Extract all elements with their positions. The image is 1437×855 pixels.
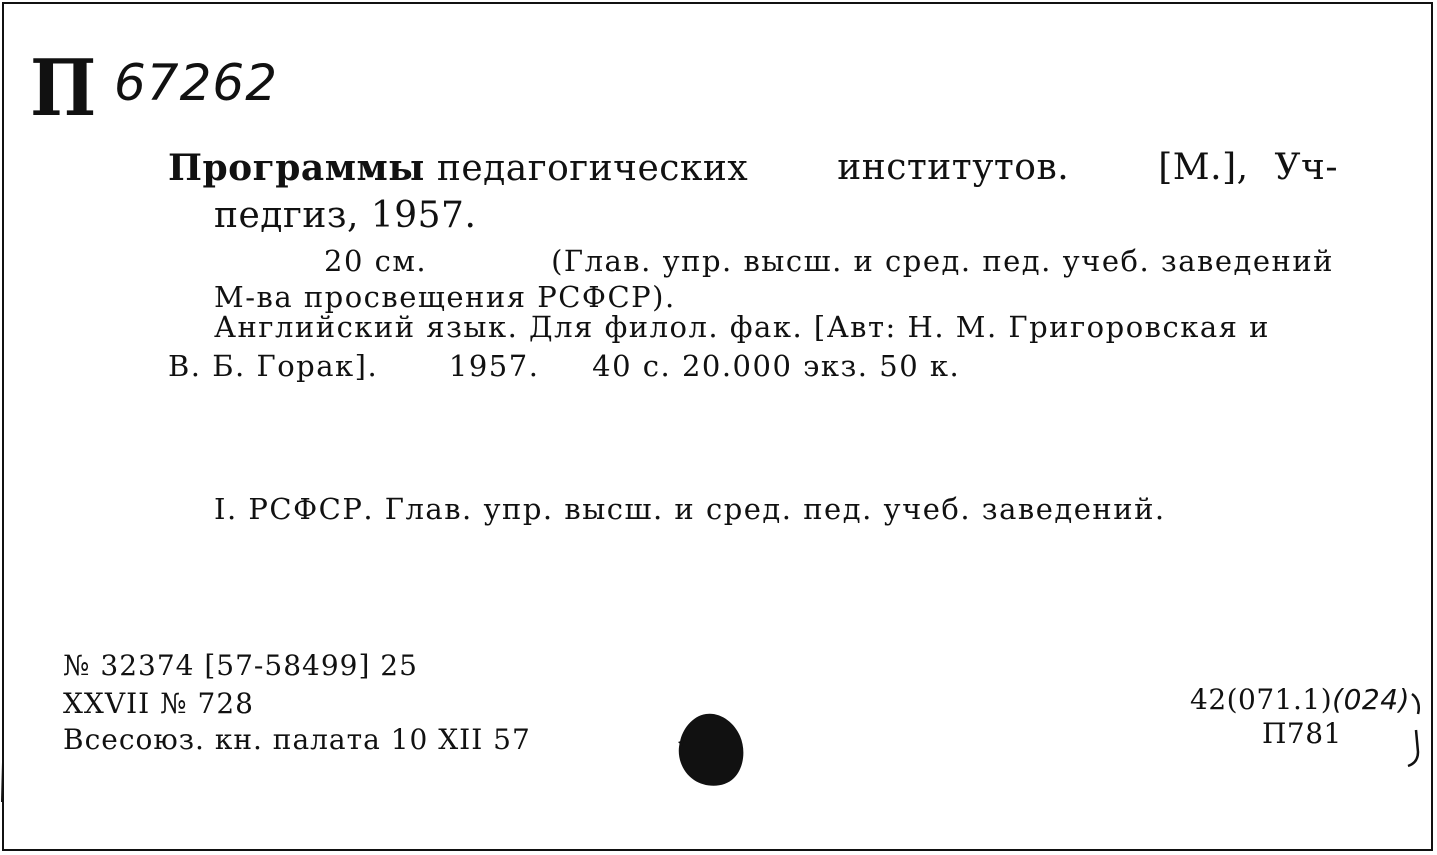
subject-tracing: I. РСФСР. Глав. упр. высш. и сред. пед. учеб. заведений.	[214, 492, 1166, 526]
handwritten-inventory-number: 67262	[114, 54, 279, 112]
udc-code: 42(071.1)	[1190, 683, 1333, 716]
edge-mark	[0, 762, 6, 802]
title-word3: институтов.	[837, 147, 1070, 188]
registry-line-1: № 32374 [57-58499] 25	[63, 649, 418, 682]
udc-classification	[1190, 683, 1410, 716]
part-continuation	[168, 349, 961, 383]
stamp-letter: П	[30, 43, 93, 134]
author-mark: П781	[1262, 717, 1342, 750]
imprint-place: [М.],	[1158, 147, 1249, 188]
publisher-line: педгиз, 1957.	[214, 195, 477, 236]
publisher-start: Уч-	[1274, 147, 1338, 188]
author-end: В. Б. Горак].	[168, 349, 379, 383]
title-rest: педагогических	[436, 148, 749, 189]
physical-size: 20 см.	[324, 244, 428, 278]
part-line: Английский язык. Для филол. фак. [Авт: Н. М. Григоровская и	[214, 310, 1270, 344]
registry-line-2: XXVII № 728	[63, 687, 254, 720]
title-line	[168, 147, 1338, 189]
part-details: 40 с. 20.000 экз. 50 к.	[592, 349, 961, 383]
handwritten-bracket	[1398, 690, 1424, 770]
part-year: 1957.	[448, 349, 540, 383]
series-statement: (Глав. упр. высш. и сред. пед. учеб. заведений	[551, 244, 1334, 278]
registry-line-3: Всесоюз. кн. палата 10 XII 57	[63, 723, 531, 756]
size-series-line	[214, 244, 1334, 278]
ink-blot	[676, 712, 746, 788]
udc-handwritten: (024)	[1332, 683, 1410, 716]
title-lead: Программы	[168, 147, 425, 189]
title-group	[168, 147, 749, 189]
series-continuation: М-ва просвещения РСФСР).	[214, 280, 676, 314]
imprint-place-publisher	[1158, 147, 1338, 188]
